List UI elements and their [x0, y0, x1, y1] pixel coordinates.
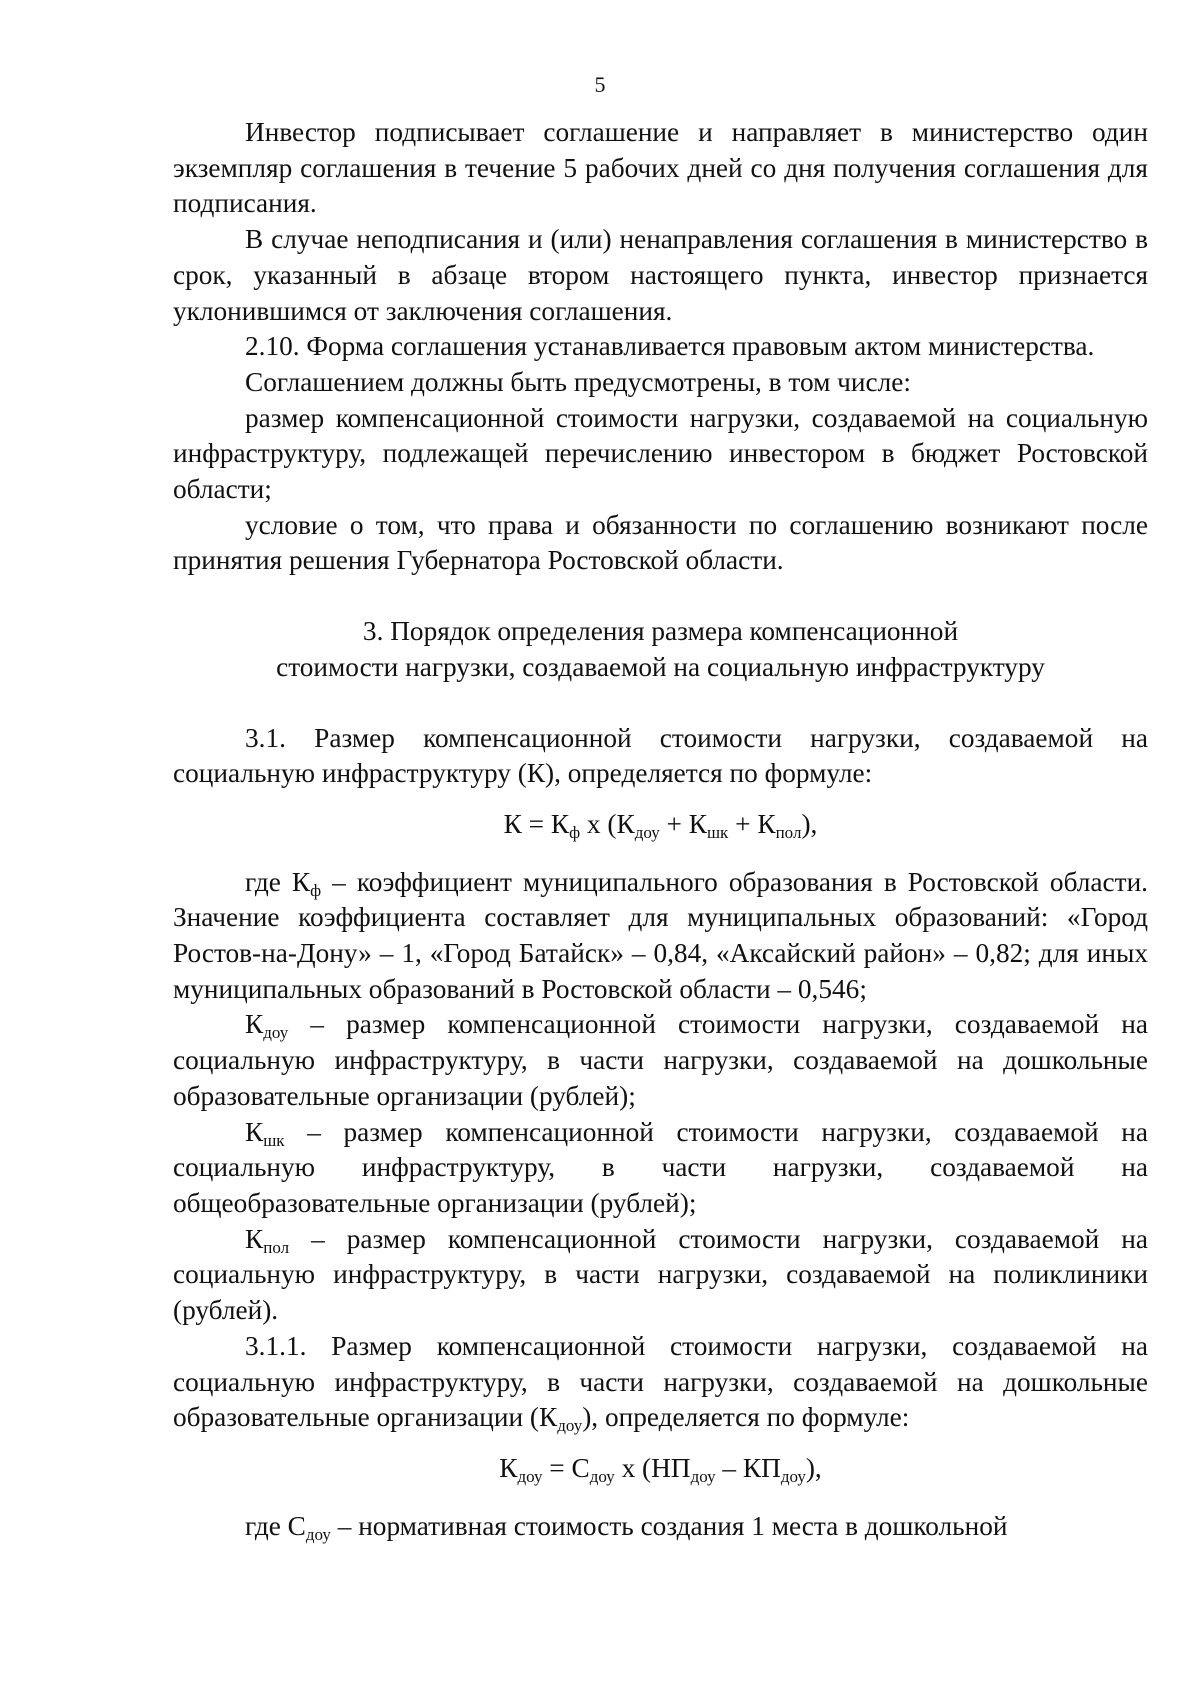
paragraph: 2.10. Форма соглашения устанавливается правовым актом министерства. [245, 331, 1095, 362]
paragraph-3-1-1: 3.1.1. Размер компенсационной стоимости нагрузки, создаваемой на социальную инфраструктуру, в части нагрузки, создаваемой на дошкольные образовательные организации $(К_{доу})$, определяется по формуле: [173, 1330, 1148, 1436]
definition-kshk: $К_{шк}$ – размер компенсационной стоимости нагрузки, создаваемой на социальную инфраструктуру, в части нагрузки, создаваемой на общеобразовательные организации (рублей); [173, 1116, 1148, 1218]
section-heading [173, 614, 1148, 685]
section-heading-line: 3. Порядок определения размера компенсационной [362, 616, 959, 647]
paragraph-3-1: 3.1. Размер компенсационной стоимости нагрузки, создаваемой на социальную инфраструктуру (К), определяется по формуле: [173, 722, 1148, 789]
document-body [173, 115, 1148, 1544]
paragraph: Инвестор подписывает соглашение и направляет в министерство один экземпляр соглашения в течение 5 рабочих дней со дня получения соглашения для подписания. [173, 117, 1148, 219]
paragraph: В случае неподписания и (или) ненаправления соглашения в министерство в срок, указанный в абзаце втором настоящего пункта, инвестор признается уклонившимся от заключения соглашения. [173, 224, 1148, 326]
definition-kpol: $К_{пол}$ – размер компенсационной стоимости нагрузки, создаваемой на социальную инфраструктуру, в части нагрузки, создаваемой на поликлиники (рублей). [173, 1223, 1148, 1326]
paragraph: Соглашением должны быть предусмотрены, в том числе: [245, 366, 911, 397]
paragraph: размер компенсационной стоимости нагрузки, создаваемой на социальную инфраструктуру, подлежащей перечислению инвестором в бюджет Ростовской области; [173, 402, 1148, 505]
formula-k: $К = К_ф$ х $(К_{доу} + К_{шк} + К_{пол})$, [503, 808, 818, 842]
definition-sdou: где $С_{доу}$ – нормативная стоимость создания 1 места в дошкольной [245, 1510, 1008, 1544]
definition-kdou: $К_{доу}$ – размер компенсационной стоимости нагрузки, создаваемой на социальную инфраструктуру, в части нагрузки, создаваемой на дошкольные образовательные организации (рублей); [173, 1009, 1148, 1111]
page-number: 5 [594, 72, 606, 97]
paragraph: условие о том, что права и обязанности по соглашению возникают после принятия решения Губернатора Ростовской области. [173, 509, 1148, 576]
definition-kf: где $К_ф$ – коэффициент муниципального образования в Ростовской области. Значение коэффициента составляет для муниципальных образований: «Город Ростов-на-Дону» – 1, «Город Батайск» – 0,84, «Аксайский район» – 0,82; для иных муниципальных образований в Ростовской области – 0,546; [173, 866, 1149, 1004]
formula-kdou: $К_{доу} = С_{доу}$ х $(НП_{доу} - КП_{доу})$, [499, 1452, 822, 1486]
section-heading-line: стоимости нагрузки, создаваемой на социальную инфраструктуру [276, 651, 1045, 682]
